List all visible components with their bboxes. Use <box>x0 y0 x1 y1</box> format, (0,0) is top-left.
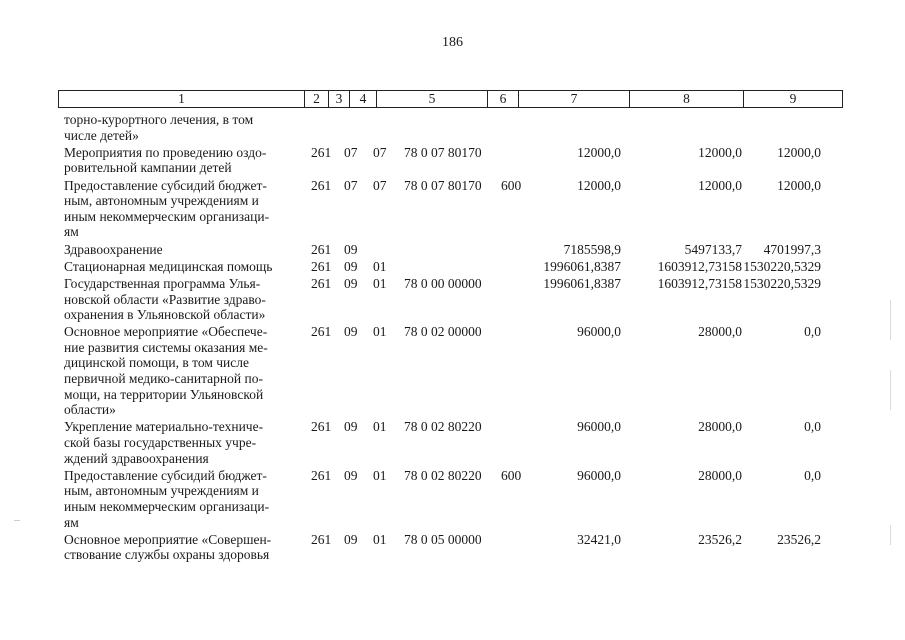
header-col-1: 1 <box>59 91 305 107</box>
row-name-line: ным, автономным учреждениям и <box>64 483 259 499</box>
page-number: 186 <box>442 35 463 50</box>
table-row <box>0 419 905 466</box>
row-name-line: иным некоммерческим организаци- <box>64 208 270 224</box>
table-row <box>0 259 905 275</box>
cell-c4: 01 <box>373 258 387 274</box>
cell-c5: 78 0 07 80170 <box>404 144 482 160</box>
cell-c2: 261 <box>311 177 332 193</box>
row-name-line: торно-курортного лечения, в том <box>64 112 254 127</box>
cell-c8: 1603912,73158 <box>657 258 742 274</box>
header-col-5: 5 <box>377 91 488 107</box>
cell-c4: 07 <box>373 144 387 160</box>
table-header <box>58 90 843 108</box>
row-name-line: ской базы государственных учре- <box>64 435 257 451</box>
row-name-line: иным некоммерческим организаци- <box>64 499 270 514</box>
scan-mark <box>890 525 891 545</box>
cell-c9: 1530220,5329 <box>743 275 821 291</box>
cell-c2: 261 <box>311 241 332 257</box>
cell-c4: 01 <box>373 275 387 291</box>
row-name-line: числе детей» <box>64 127 139 143</box>
cell-c3: 09 <box>344 258 358 274</box>
header-col-8: 8 <box>630 91 744 107</box>
row-name <box>64 145 302 176</box>
table-row <box>0 324 905 418</box>
cell-c9: 4701997,3 <box>763 241 821 257</box>
row-name <box>64 324 302 418</box>
cell-c9: 0,0 <box>804 419 821 435</box>
cell-c7: 96000,0 <box>577 419 621 435</box>
cell-c7: 1996061,8387 <box>543 275 621 291</box>
cell-c9: 0,0 <box>804 324 821 340</box>
cell-c9: 12000,0 <box>777 177 821 193</box>
row-name-line: Мероприятия по проведению оздо- <box>64 144 267 160</box>
cell-c7: 96000,0 <box>577 467 621 483</box>
row-name <box>64 242 302 258</box>
cell-c9: 0,0 <box>804 467 821 483</box>
row-name <box>64 532 302 563</box>
cell-c8: 1603912,73158 <box>657 275 742 291</box>
cell-c3: 09 <box>344 467 358 483</box>
row-name-line: Укрепление материально-техниче- <box>64 419 264 435</box>
scan-mark <box>14 520 20 521</box>
cell-c7: 12000,0 <box>577 177 621 193</box>
header-col-7: 7 <box>519 91 630 107</box>
row-name-line: Основное мероприятие «Обеспече- <box>64 324 268 340</box>
cell-c3: 09 <box>344 241 358 257</box>
table-row <box>0 178 905 240</box>
cell-c4: 01 <box>373 419 387 435</box>
row-name-line: Основное мероприятие «Совершен- <box>64 531 272 547</box>
cell-c3: 07 <box>344 144 358 160</box>
row-name-line: первичной медико-санитарной по- <box>64 371 263 387</box>
cell-c2: 261 <box>311 258 332 274</box>
row-name-line: дицинской помощи, в том числе <box>64 355 249 371</box>
cell-c4: 01 <box>373 467 387 483</box>
cell-c2: 261 <box>311 419 332 435</box>
scan-mark <box>890 300 891 340</box>
table-row <box>0 242 905 258</box>
table-body <box>0 112 905 563</box>
row-name-line: ствование службы охраны здоровья <box>64 547 270 563</box>
cell-c5: 78 0 07 80170 <box>404 177 482 193</box>
row-name-line: охранения в Ульяновской области» <box>64 307 266 323</box>
row-name <box>64 468 302 530</box>
cell-c8: 28000,0 <box>698 419 742 435</box>
row-name-line: Стационарная медицинская помощь <box>64 258 273 274</box>
row-name-line: новской области «Развитие здраво- <box>64 291 266 307</box>
header-col-9: 9 <box>789 91 797 106</box>
cell-c9: 12000,0 <box>777 144 821 160</box>
row-name-line: ным, автономным учреждениям и <box>64 193 259 209</box>
row-name-line: Здравоохранение <box>64 241 163 257</box>
row-name-line: области» <box>64 402 116 418</box>
header-col-2: 2 <box>305 91 329 107</box>
cell-c8: 5497133,7 <box>684 241 742 257</box>
row-name-line: мощи, на территории Ульяновской <box>64 386 264 402</box>
row-name-line: ние развития системы оказания ме- <box>64 339 268 355</box>
cell-c7: 96000,0 <box>577 324 621 340</box>
cell-c3: 09 <box>344 419 358 435</box>
cell-c3: 09 <box>344 324 358 340</box>
cell-c3: 09 <box>344 531 358 547</box>
row-name-line: ждений здравоохранения <box>64 450 209 466</box>
table-row <box>0 468 905 530</box>
row-name-line: Предоставление субсидий бюджет- <box>64 467 267 483</box>
cell-c9: 1530220,5329 <box>743 258 821 274</box>
cell-c2: 261 <box>311 531 332 547</box>
cell-c8: 12000,0 <box>698 177 742 193</box>
row-name <box>64 276 302 323</box>
cell-c7: 7185598,9 <box>563 241 621 257</box>
cell-c5: 78 0 02 80220 <box>404 467 482 483</box>
header-col-6: 6 <box>488 91 519 107</box>
scan-mark <box>890 370 891 410</box>
header-col-3: 3 <box>329 91 350 107</box>
cell-c7: 32421,0 <box>577 531 621 547</box>
cell-c5: 78 0 05 00000 <box>404 531 482 547</box>
cell-c8: 28000,0 <box>698 324 742 340</box>
cell-c2: 261 <box>311 467 332 483</box>
cell-c2: 261 <box>311 324 332 340</box>
cell-c2: 261 <box>311 275 332 291</box>
cell-c8: 12000,0 <box>698 144 742 160</box>
row-name <box>64 112 302 143</box>
row-name <box>64 259 302 275</box>
cell-c5: 78 0 00 00000 <box>404 275 482 291</box>
table-row <box>0 532 905 563</box>
cell-c5: 78 0 02 00000 <box>404 324 482 340</box>
cell-c7: 12000,0 <box>577 144 621 160</box>
table-row <box>0 276 905 323</box>
cell-c9: 23526,2 <box>777 531 821 547</box>
row-name-line: ям <box>64 514 79 530</box>
cell-c4: 01 <box>373 531 387 547</box>
row-name-line: ям <box>64 224 79 240</box>
cell-c4: 07 <box>373 177 387 193</box>
table-row <box>0 112 905 143</box>
cell-c8: 23526,2 <box>698 531 742 547</box>
cell-c3: 09 <box>344 275 358 291</box>
header-col-4: 4 <box>350 91 377 107</box>
row-name-line: Государственная программа Улья- <box>64 275 261 291</box>
cell-c6: 600 <box>501 467 522 483</box>
table-row <box>0 145 905 176</box>
row-name-line: ровительной кампании детей <box>64 160 232 176</box>
row-name <box>64 419 302 466</box>
cell-c4: 01 <box>373 324 387 340</box>
cell-c7: 1996061,8387 <box>543 258 621 274</box>
cell-c5: 78 0 02 80220 <box>404 419 482 435</box>
row-name-line: Предоставление субсидий бюджет- <box>64 177 267 193</box>
cell-c8: 28000,0 <box>698 467 742 483</box>
cell-c2: 261 <box>311 144 332 160</box>
cell-c6: 600 <box>501 177 522 193</box>
cell-c3: 07 <box>344 177 358 193</box>
row-name <box>64 178 302 240</box>
